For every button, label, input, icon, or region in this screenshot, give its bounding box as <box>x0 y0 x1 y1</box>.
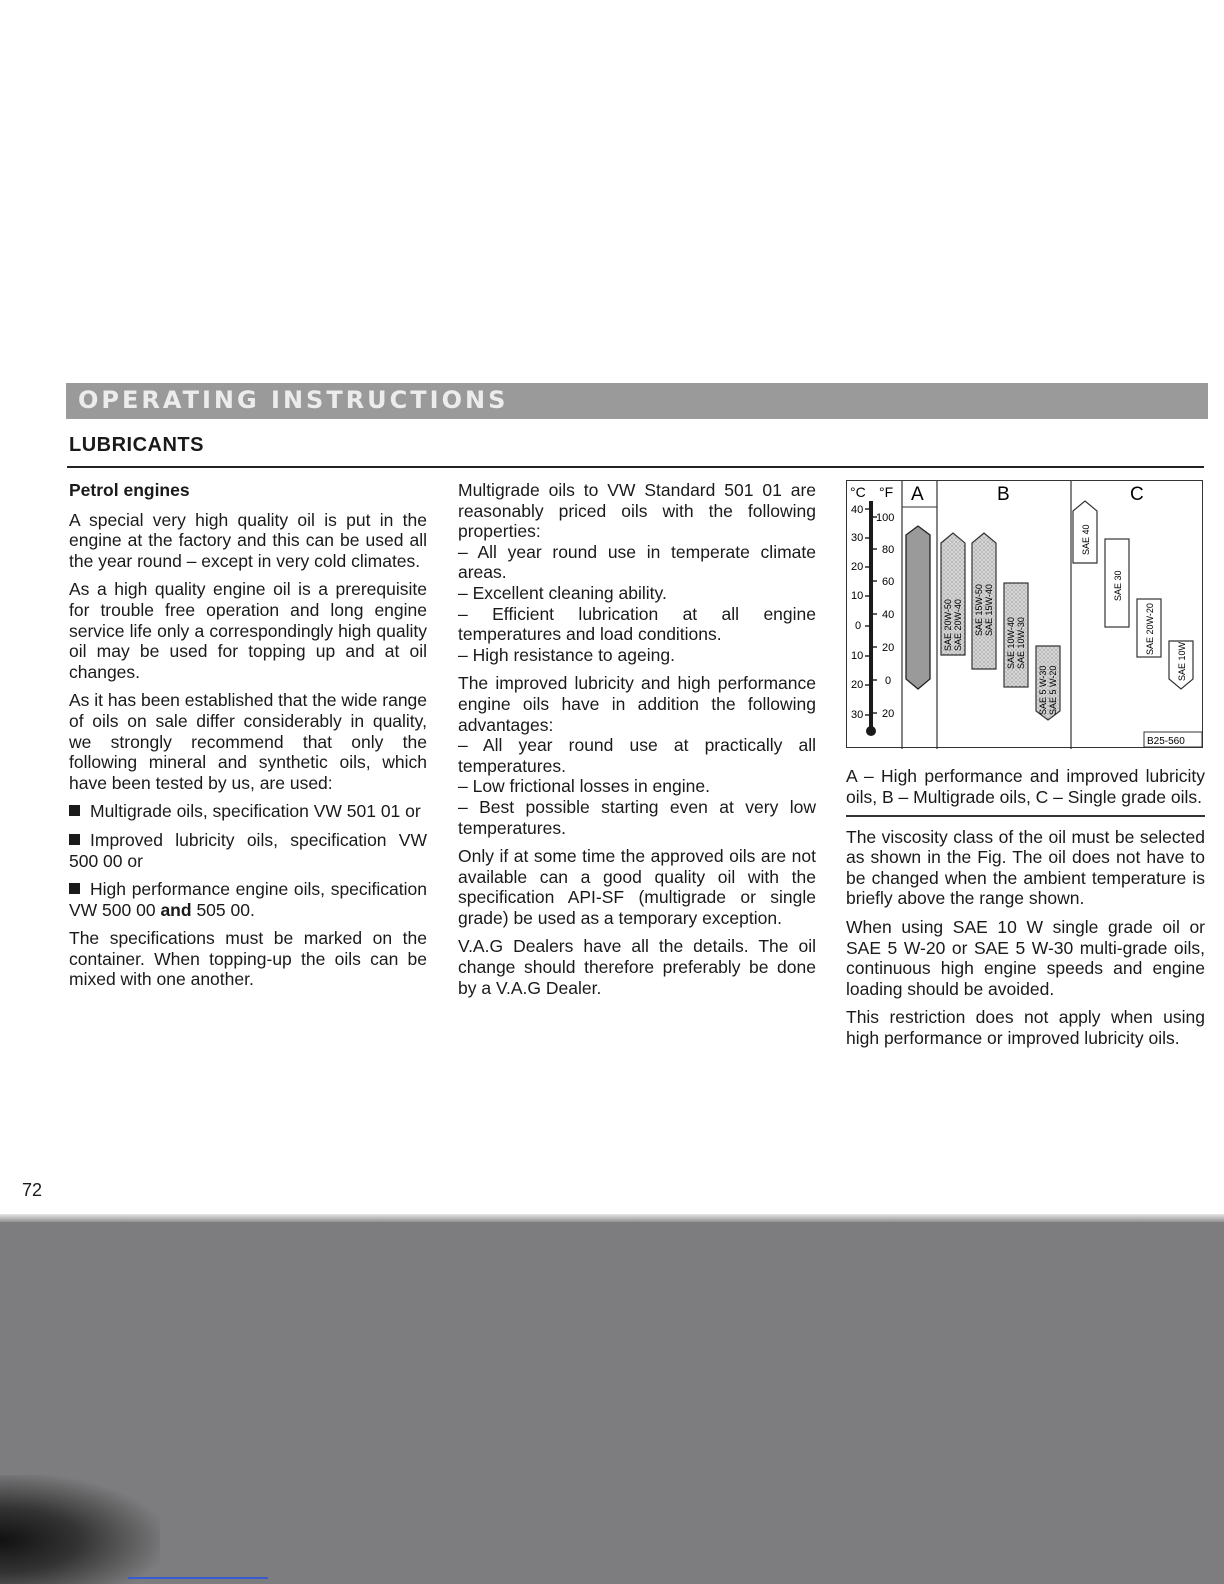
label-sae-20w40: SAE 20W-40 <box>953 599 963 651</box>
paragraph: As it has been established that the wide range of oils on sale differ considerably in quality, we strongly recommend that only the following mineral and synthetic oils, which have been tested by us, are used: <box>69 690 428 793</box>
header-banner <box>66 383 1208 419</box>
bullet-item <box>69 879 427 920</box>
banner-title: OPERATING INSTRUCTIONS <box>78 386 509 414</box>
unit-fahrenheit: °F <box>879 484 894 500</box>
group-label-c: C <box>1130 484 1144 505</box>
celsius-tick-label: 10 <box>851 650 864 662</box>
dash-item: – Excellent cleaning ability. <box>458 582 667 603</box>
subheading-petrol-engines: Petrol engines <box>69 480 190 500</box>
caption-divider <box>846 815 1205 817</box>
paragraph: Only if at some time the approved oils are not available can a good quality oil with the specification API-SF (multigrade or single grade) be used as a temporary exception. <box>458 846 816 928</box>
scan-background <box>0 1222 1224 1584</box>
label-sae-5w20: SAE 5 W-20 <box>1048 665 1058 715</box>
celsius-tick-marks <box>865 509 869 715</box>
celsius-tick-label: 40 <box>851 504 864 516</box>
label-sae-5w30: SAE 5 W-30 <box>1038 665 1048 715</box>
bullet-item <box>69 830 427 871</box>
bullet-icon <box>69 883 80 894</box>
celsius-tick-label: 20 <box>851 561 864 573</box>
dash-item: – All year round use in temperate climate areas. <box>458 541 816 583</box>
dash-item: – Low frictional losses in engine. <box>458 776 710 797</box>
dash-item: – Best possible starting even at very low temperatures. <box>458 796 816 838</box>
paragraph: The improved lubricity and high performance engine oils have in addition the following advantages: <box>458 673 816 735</box>
blue-mark <box>128 1577 268 1579</box>
fahrenheit-tick-label: 0 <box>885 675 892 687</box>
bullet-text: Improved lubricity oils, specification VW 500 00 or <box>69 829 427 871</box>
thermometer-bulb <box>866 726 876 736</box>
fahrenheit-tick-marks <box>873 517 877 713</box>
label-sae-10w40: SAE 10W-40 <box>1006 617 1016 669</box>
label-sae-20w50: SAE 20W-50 <box>943 599 953 651</box>
label-sae-15w40: SAE 15W-40 <box>984 584 994 636</box>
fahrenheit-tick-label: 20 <box>882 708 895 720</box>
figure-caption: A – High performance and improved lubricity oils, B – Multigrade oils, C – Single grade oils. <box>846 766 1205 807</box>
bullet-item <box>69 801 427 822</box>
bold-and: and <box>160 899 192 920</box>
scan-shadow <box>0 1475 160 1584</box>
paragraph: V.A.G Dealers have all the details. The oil change should therefore preferably be done by a V.A.G Dealer. <box>458 936 816 998</box>
section-title: LUBRICANTS <box>69 434 204 456</box>
group-label-a: A <box>911 484 924 505</box>
dash-item: – Efficient lubrication at all engine temperatures and load conditions. <box>458 603 816 645</box>
unit-celsius: °C <box>850 484 866 500</box>
celsius-tick-label: 30 <box>851 532 864 544</box>
group-label-b: B <box>997 484 1010 505</box>
celsius-tick-label: 20 <box>851 679 864 691</box>
label-sae-10w: SAE 10W <box>1177 641 1187 681</box>
celsius-tick-label: 30 <box>851 709 864 721</box>
bar-group-a <box>906 526 930 689</box>
paragraph: The viscosity class of the oil must be selected as shown in the Fig. The oil does not have to be changed when the ambient temperature is briefly above the range shown. <box>846 826 1205 909</box>
fahrenheit-ticks <box>876 512 894 720</box>
bullet-text: Multigrade oils, specification VW 501 01 or <box>90 801 421 822</box>
paragraph: Multigrade oils to VW Standard 501 01 are reasonably priced oils with the following properties: <box>458 480 816 542</box>
bullet-icon <box>69 834 80 845</box>
paragraph: The specifications must be marked on the container. When topping-up the oils can be mixed with one another. <box>69 928 427 990</box>
bullet-text-end: 505 00. <box>196 899 255 920</box>
bullet-text: High performance engine oils, specification VW 500 00 <box>69 879 427 920</box>
column-3 <box>846 480 1205 1057</box>
label-sae-15w50: SAE 15W-50 <box>974 584 984 636</box>
page-number: 72 <box>22 1180 43 1200</box>
thermometer-stem <box>869 501 873 729</box>
paragraph: A special very high quality oil is put in the engine at the factory and this can be used all the year round – except in very cold climates. <box>69 509 427 571</box>
celsius-ticks <box>851 504 863 721</box>
viscosity-chart-svg <box>847 481 1204 749</box>
celsius-tick-label: 0 <box>855 620 862 632</box>
column-2 <box>458 480 816 1006</box>
figure-reference: B25-560 <box>1147 736 1185 747</box>
paragraph: This restriction does not apply when using high performance or improved lubricity oils. <box>846 1007 1205 1049</box>
fahrenheit-tick-label: 20 <box>882 642 895 654</box>
dash-item: – High resistance to ageing. <box>458 644 675 665</box>
bullet-icon <box>69 805 80 816</box>
celsius-tick-label: 10 <box>851 590 864 602</box>
label-sae-30: SAE 30 <box>1113 570 1123 601</box>
viscosity-figure <box>846 480 1203 748</box>
label-sae-20w20: SAE 20W-20 <box>1145 603 1155 655</box>
paragraph: As a high quality engine oil is a prerequisite for trouble free operation and long engine service life only a correspondingly high quality oil may be used for topping up and at oil changes. <box>69 579 427 682</box>
label-sae-40: SAE 40 <box>1081 524 1091 555</box>
fahrenheit-tick-label: 40 <box>882 609 895 621</box>
fahrenheit-tick-label: 60 <box>882 576 895 588</box>
paragraph: When using SAE 10 W single grade oil or SAE 5 W-20 or SAE 5 W-30 multi-grade oils, continuous high engine speeds and engine loading should be avoided. <box>846 917 1205 999</box>
label-sae-10w30: SAE 10W-30 <box>1016 617 1026 669</box>
dash-item: – All year round use at practically all temperatures. <box>458 735 816 776</box>
fahrenheit-tick-label: 80 <box>882 544 895 556</box>
fahrenheit-tick-label: 100 <box>876 512 895 524</box>
column-1 <box>69 480 427 998</box>
section-divider <box>67 466 1204 468</box>
